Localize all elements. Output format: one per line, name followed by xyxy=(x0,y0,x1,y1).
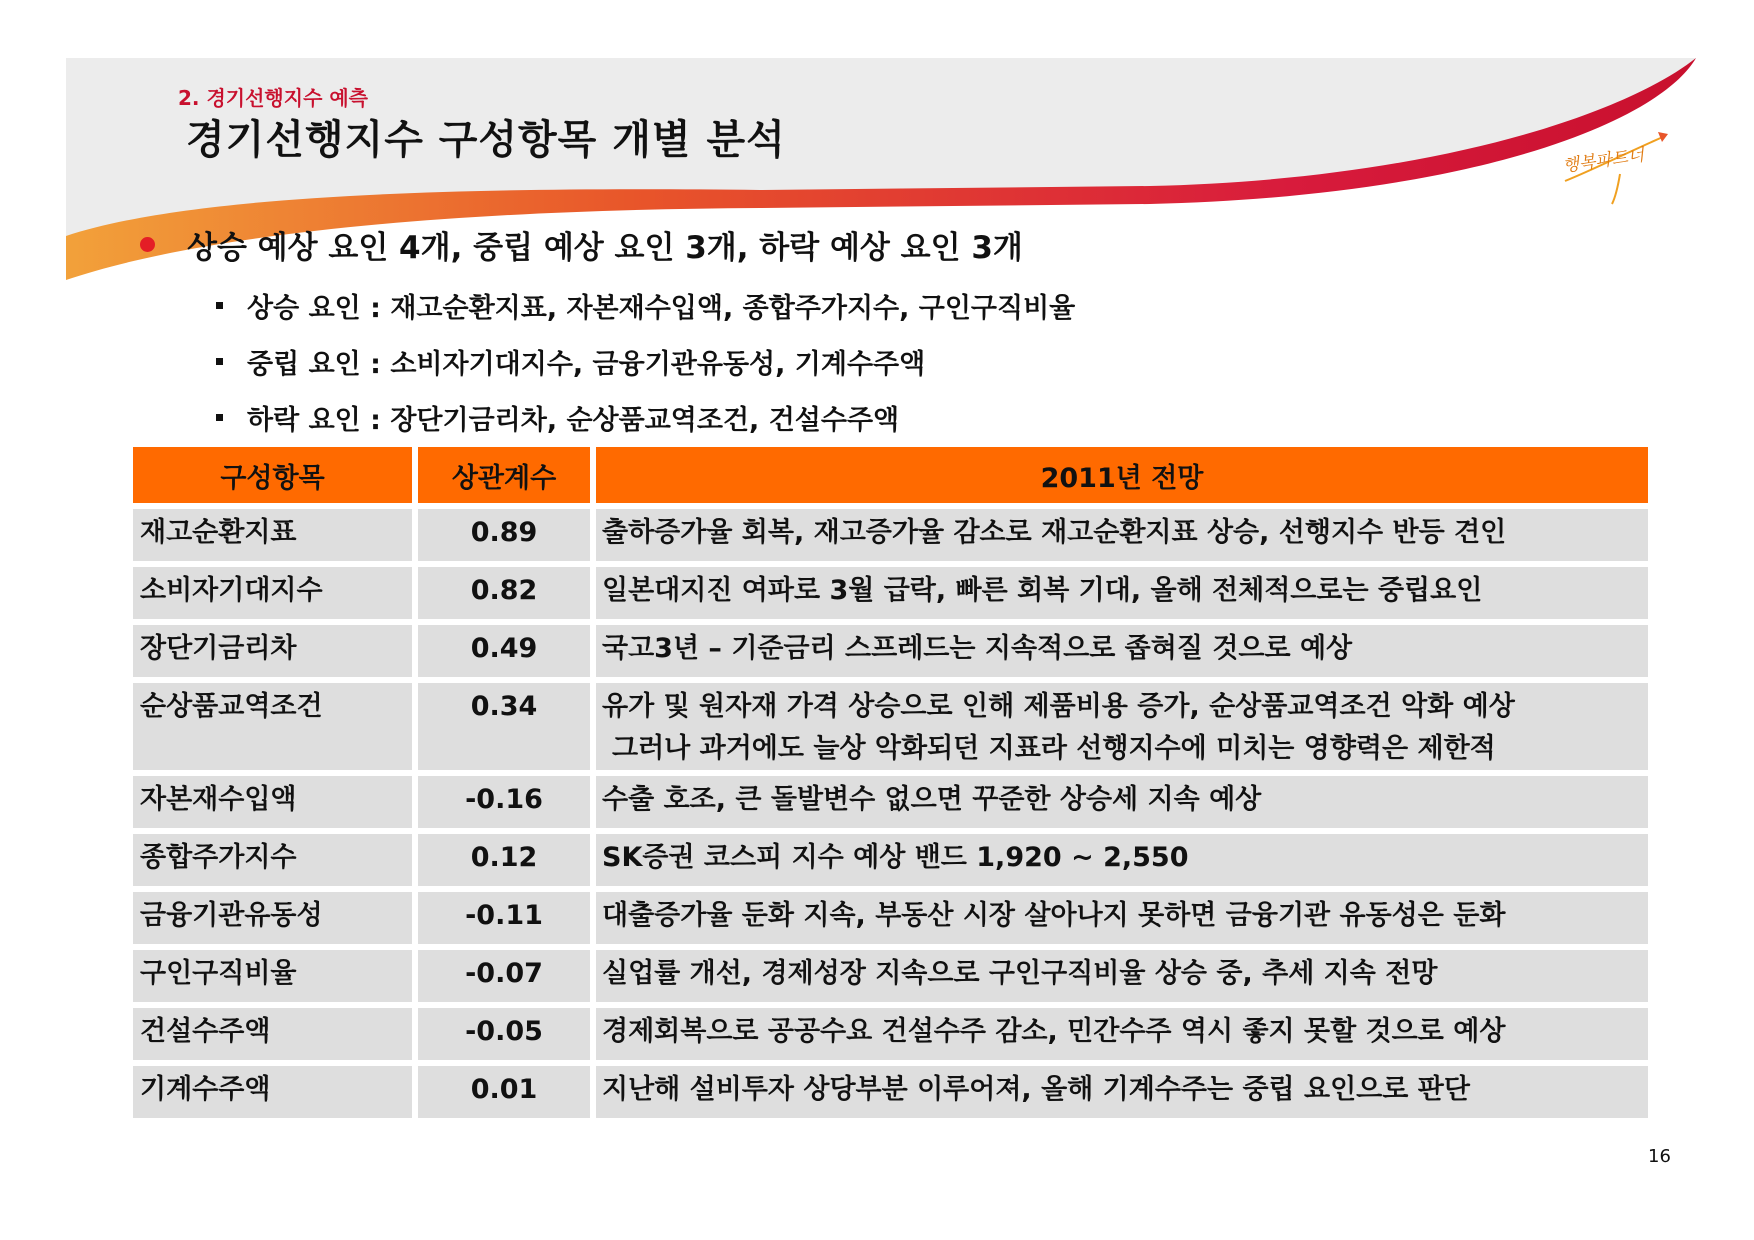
square-bullet-icon xyxy=(216,302,223,309)
cell-coef xyxy=(418,1066,590,1118)
summary-item-text: 상승 요인 : 재고순환지표, 자본재수입액, 종합주가지수, 구인구직비율 xyxy=(247,293,1076,324)
table-row xyxy=(133,1066,1648,1118)
summary-item-text: 중립 요인 : 소비자기대지수, 금융기관유동성, 기계수주액 xyxy=(247,349,926,380)
cell-coef xyxy=(418,776,590,828)
cell-outlook-text: 지난해 설비투자 상당부분 이루어져, 올해 기계수주는 중립 요인으로 판단 xyxy=(602,1074,1470,1105)
cell-coef-text: -0.05 xyxy=(465,1016,543,1047)
cell-coef-text: 0.49 xyxy=(470,633,538,664)
cell-coef-text: -0.11 xyxy=(465,900,543,931)
summary-main-text: 상승 예상 요인 4개, 중립 예상 요인 3개, 하락 예상 요인 3개 xyxy=(187,230,1023,266)
cell-item xyxy=(133,567,412,619)
table-row xyxy=(133,509,1648,561)
section-label: 2. 경기선행지수 예측 xyxy=(178,86,368,110)
header-outlook: 2011년 전망 xyxy=(596,447,1648,503)
cell-item-text: 재고순환지표 xyxy=(140,517,297,548)
cell-item xyxy=(133,1066,412,1118)
cell-item xyxy=(133,509,412,561)
bullet-dot-icon xyxy=(140,237,155,252)
cell-item-text: 금융기관유동성 xyxy=(140,900,323,931)
summary-item xyxy=(216,398,899,437)
table-body xyxy=(133,509,1648,1118)
cell-item-text: 순상품교역조건 xyxy=(140,691,323,722)
square-bullet-icon xyxy=(216,414,223,421)
table-row xyxy=(133,625,1648,677)
cell-outlook-text: 실업률 개선, 경제성장 지속으로 구인구직비율 상승 중, 추세 지속 전망 xyxy=(602,958,1438,989)
header-coef: 상관계수 xyxy=(418,447,590,503)
cell-coef xyxy=(418,950,590,1002)
table-row xyxy=(133,567,1648,619)
cell-outlook xyxy=(596,625,1648,677)
table-row xyxy=(133,892,1648,944)
cell-item xyxy=(133,950,412,1002)
cell-coef xyxy=(418,625,590,677)
table-row xyxy=(133,683,1648,770)
cell-coef xyxy=(418,509,590,561)
cell-outlook-text: 수출 호조, 큰 돌발변수 없으면 꾸준한 상승세 지속 예상 xyxy=(602,784,1262,815)
cell-outlook-text-2: 그러나 과거에도 늘상 악화되던 지표라 선행지수에 미치는 영향력은 제한적 xyxy=(612,733,1496,764)
logo-text: 행복파트너 xyxy=(1561,145,1646,177)
cell-item xyxy=(133,625,412,677)
cell-coef-text: -0.07 xyxy=(465,958,543,989)
cell-outlook-text: 일본대지진 여파로 3월 급락, 빠른 회복 기대, 올해 전체적으로는 중립요인 xyxy=(602,575,1483,606)
cell-outlook xyxy=(596,950,1648,1002)
cell-item-text: 기계수주액 xyxy=(140,1074,271,1105)
table-row xyxy=(133,1008,1648,1060)
cell-outlook-text: 국고3년 – 기준금리 스프레드는 지속적으로 좁혀질 것으로 예상 xyxy=(602,633,1353,664)
cell-coef-text: 0.82 xyxy=(470,575,538,606)
cell-item-text: 건설수주액 xyxy=(140,1016,271,1047)
cell-outlook-text: 유가 및 원자재 가격 상승으로 인해 제품비용 증가, 순상품교역조건 악화 예상 xyxy=(602,691,1515,722)
page-number: 16 xyxy=(1648,1146,1671,1167)
cell-outlook xyxy=(596,509,1648,561)
cell-outlook-text: 경제회복으로 공공수요 건설수주 감소, 민간수주 역시 좋지 못할 것으로 예상 xyxy=(602,1016,1506,1047)
cell-coef xyxy=(418,567,590,619)
cell-coef-text: 0.34 xyxy=(470,691,538,722)
header-item: 구성항목 xyxy=(133,447,412,503)
cell-item xyxy=(133,834,412,886)
summary-main xyxy=(140,222,1023,267)
cell-coef-text: 0.89 xyxy=(470,517,538,548)
cell-outlook xyxy=(596,1066,1648,1118)
cell-outlook-text: 대출증가율 둔화 지속, 부동산 시장 살아나지 못하면 금융기관 유동성은 둔화 xyxy=(602,900,1506,931)
cell-item-text: 종합주가지수 xyxy=(140,842,297,873)
summary-item-text: 하락 요인 : 장단기금리차, 순상품교역조건, 건설수주액 xyxy=(247,405,900,436)
cell-item-text: 소비자기대지수 xyxy=(140,575,323,606)
cell-outlook xyxy=(596,683,1648,770)
cell-item xyxy=(133,1008,412,1060)
cell-outlook xyxy=(596,1008,1648,1060)
cell-coef-text: 0.01 xyxy=(470,1074,538,1105)
cell-outlook xyxy=(596,892,1648,944)
cell-coef-text: 0.12 xyxy=(470,842,538,873)
page-title: 경기선행지수 구성항목 개별 분석 xyxy=(186,117,786,163)
cell-item xyxy=(133,776,412,828)
analysis-table xyxy=(133,447,1648,1124)
cell-item xyxy=(133,892,412,944)
cell-outlook xyxy=(596,567,1648,619)
cell-coef xyxy=(418,834,590,886)
table-row xyxy=(133,776,1648,828)
table-row xyxy=(133,834,1648,886)
square-bullet-icon xyxy=(216,358,223,365)
table-header-row xyxy=(133,447,1648,503)
table-row xyxy=(133,950,1648,1002)
cell-item-text: 장단기금리차 xyxy=(140,633,297,664)
cell-coef xyxy=(418,1008,590,1060)
cell-item-text: 구인구직비율 xyxy=(140,958,297,989)
cell-item xyxy=(133,683,412,770)
cell-outlook-text: SK증권 코스피 지수 예상 밴드 1,920 ~ 2,550 xyxy=(602,842,1189,873)
cell-coef-text: -0.16 xyxy=(465,784,543,815)
cell-outlook-text: 출하증가율 회복, 재고증가율 감소로 재고순환지표 상승, 선행지수 반등 견인 xyxy=(602,517,1507,548)
cell-coef xyxy=(418,892,590,944)
summary-item xyxy=(216,342,925,381)
cell-outlook xyxy=(596,834,1648,886)
cell-item-text: 자본재수입액 xyxy=(140,784,297,815)
summary-item xyxy=(216,286,1075,325)
cell-outlook xyxy=(596,776,1648,828)
cell-coef xyxy=(418,683,590,770)
